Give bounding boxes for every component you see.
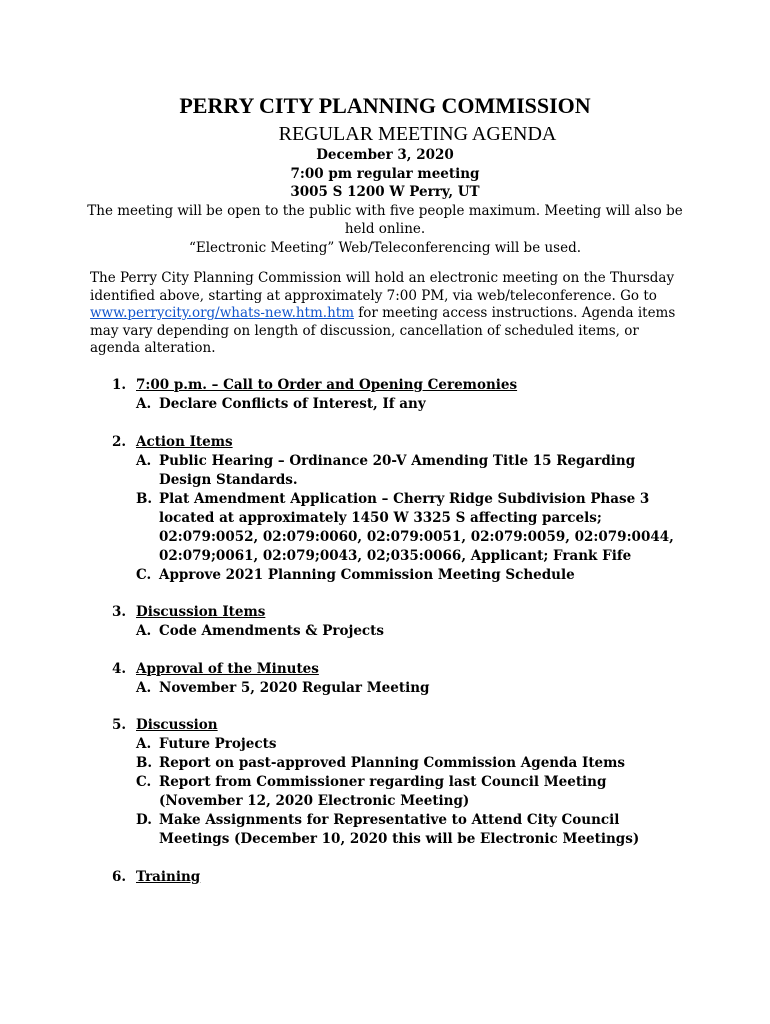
agenda-item-text: Future Projects	[159, 736, 277, 752]
agenda-item-text: Code Amendments & Projects	[159, 623, 384, 639]
agenda-item	[112, 735, 682, 754]
agenda-item-letter: C.	[136, 774, 152, 790]
agenda-item-letter: B.	[136, 755, 153, 771]
agenda-section-heading	[112, 376, 682, 395]
agenda-section	[112, 660, 682, 698]
agenda-list	[112, 376, 682, 905]
document-title: PERRY CITY PLANNING COMMISSION	[179, 93, 591, 118]
agenda-item-letter: A.	[136, 736, 152, 752]
agenda-item	[112, 679, 682, 698]
agenda-item-letter: A.	[136, 452, 152, 469]
agenda-section-number: 3.	[112, 604, 127, 620]
agenda-item	[112, 452, 682, 490]
agenda-section-heading	[112, 660, 682, 679]
agenda-section-title: 7:00 p.m. – Call to Order and Opening Ceremonies	[136, 377, 518, 393]
agenda-section-title: Discussion Items	[136, 604, 266, 620]
meeting-access-link[interactable]: www.perrycity.org/whats-new.htm.htm	[90, 305, 354, 321]
agenda-item-text: Report from Commissioner regarding last Council Meeting (November 12, 2020 Electronic Meeting)	[159, 774, 607, 809]
agenda-section	[112, 716, 682, 849]
agenda-section-title: Action Items	[136, 433, 233, 450]
meeting-details	[80, 146, 690, 257]
agenda-item-letter: B.	[136, 490, 153, 507]
agenda-section-heading	[112, 716, 682, 735]
electronic-note: “Electronic Meeting” Web/Teleconferencing will be used.	[188, 239, 582, 256]
intro-text-before-link: The Perry City Planning Commission will hold an electronic meeting on the Thursday identified above, starting at approximately 7:00 PM, via web/teleconference. Go to	[90, 270, 675, 304]
agenda-section-heading	[112, 603, 682, 622]
meeting-date: December 3, 2020	[316, 147, 454, 163]
agenda-section	[112, 433, 682, 585]
public-note-line1: The meeting will be open to the public with five people maximum. Meeting will also be	[87, 202, 683, 219]
agenda-item	[112, 754, 682, 773]
agenda-section-heading	[112, 868, 682, 887]
agenda-item	[112, 622, 682, 641]
agenda-section-number: 1.	[112, 377, 127, 393]
agenda-section-title: Discussion	[136, 717, 218, 733]
agenda-item-letter: A.	[136, 623, 152, 639]
agenda-item-text: Approve 2021 Planning Commission Meeting Schedule	[159, 566, 575, 583]
agenda-item-text: Plat Amendment Application – Cherry Ridge Subdivision Phase 3 located at approximately 1450 W 3325 S affecting parcels; 02:079:0052, 02:079:0060, 02:079:0051, 02:079:0059, 02:079:0044, 02:079;0061, 02:079;0043, 02;035:0066, Applicant; Frank Fife	[159, 490, 674, 564]
meeting-address: 3005 S 1200 W Perry, UT	[290, 184, 480, 200]
agenda-item-text: Report on past-approved Planning Commission Agenda Items	[159, 755, 626, 771]
agenda-section-title: Approval of the Minutes	[136, 660, 319, 677]
agenda-item	[112, 490, 682, 566]
agenda-section-number: 4.	[112, 660, 127, 677]
agenda-section-number: 2.	[112, 433, 127, 450]
agenda-section-number: 6.	[112, 868, 127, 885]
agenda-section-title: Training	[136, 868, 201, 885]
intro-paragraph	[90, 270, 685, 358]
agenda-section-heading	[112, 433, 682, 452]
agenda-item-text: Declare Conflicts of Interest, If any	[159, 396, 426, 412]
agenda-item-letter: A.	[136, 396, 152, 412]
agenda-item-letter: A.	[136, 679, 152, 696]
document-subtitle: REGULAR MEETING AGENDA	[278, 123, 557, 145]
agenda-item-letter: C.	[136, 566, 152, 583]
agenda-item	[112, 811, 682, 849]
agenda-item	[112, 773, 682, 811]
public-note-line2: held online.	[344, 221, 426, 237]
agenda-item-text: Public Hearing – Ordinance 20-V Amending Title 15 Regarding Design Standards.	[159, 452, 636, 488]
agenda-item-text: Make Assignments for Representative to Attend City Council Meetings (December 10, 2020 this will be Electronic Meetings)	[159, 812, 640, 847]
agenda-section	[112, 376, 682, 414]
agenda-item	[112, 566, 682, 585]
intro-text-after-link: for meeting access instructions. Agenda items may vary depending on length of discussion, cancellation of scheduled items, or agenda alteration.	[90, 305, 676, 356]
agenda-item-text: November 5, 2020 Regular Meeting	[159, 679, 430, 696]
agenda-item	[112, 395, 682, 414]
meeting-time: 7:00 pm regular meeting	[290, 165, 480, 182]
agenda-section-number: 5.	[112, 717, 127, 733]
agenda-section	[112, 603, 682, 641]
agenda-section	[112, 868, 682, 887]
agenda-item-letter: D.	[136, 812, 152, 828]
